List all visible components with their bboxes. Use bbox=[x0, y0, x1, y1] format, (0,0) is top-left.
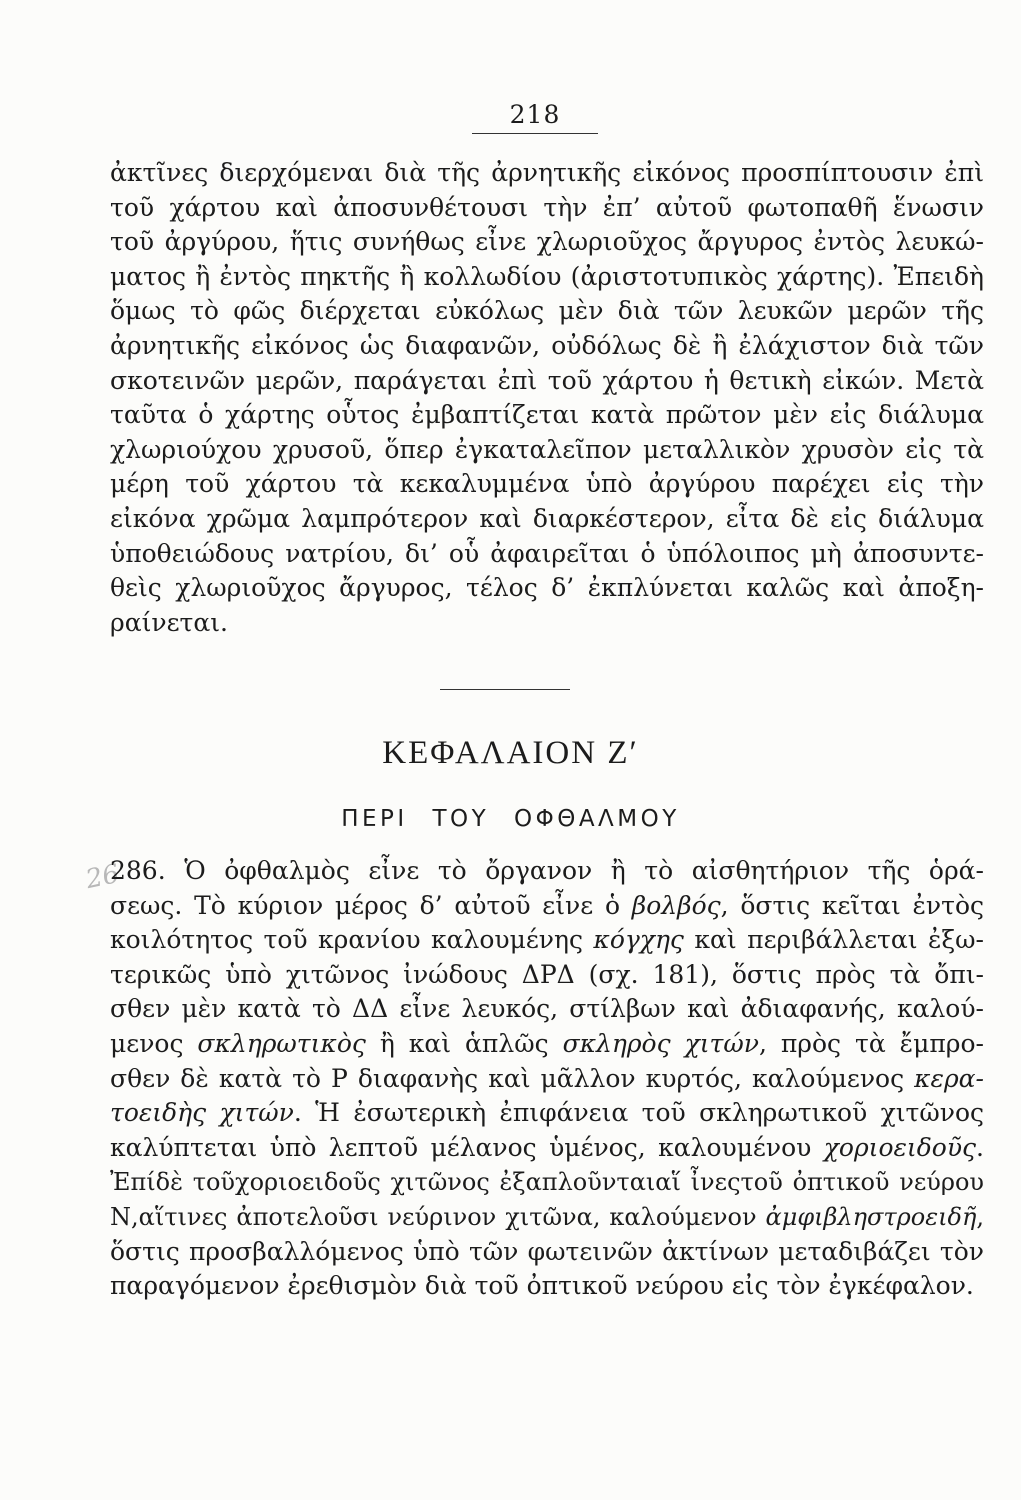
text-line: Ν,αἵτινες ἀποτελοῦσι νεύρινον χιτῶνα, καλούμενον ἀμφιβληστροειδῆ, bbox=[110, 1202, 984, 1231]
term-italic: κόγχης bbox=[593, 925, 684, 955]
text-segment: καλύπτεται ὑπὸ λεπτοῦ μέλανος ὑμένος, καλουμένου bbox=[110, 1132, 812, 1162]
term-italic: χοριοειδοῦς bbox=[823, 1132, 977, 1162]
text-line bbox=[110, 854, 984, 889]
text-line: θεὶς χλωριοῦχος ἄργυρος, τέλος δ’ ἐκπλύνεται καλῶς καὶ ἀποξη- bbox=[110, 573, 984, 603]
term-italic: τοειδὴς χιτών bbox=[110, 1098, 294, 1128]
text-segment: καὶ περιβάλλεται ἐξω- bbox=[683, 925, 985, 955]
margin-annotation: 26 bbox=[83, 858, 122, 896]
text-line: ἀρνητικῆς εἰκόνος ὡς διαφανῶν, οὐδόλως δὲ ἢ ἐλάχιστον διὰ τῶν bbox=[110, 330, 984, 360]
text-line: μέρη τοῦ χάρτου τὰ κεκαλυμμένα ὑπὸ ἀργύρου παρέχει εἰς τὴν bbox=[110, 469, 984, 499]
text-line bbox=[110, 1027, 984, 1062]
text-line bbox=[110, 958, 984, 993]
paragraph-photographic-printing bbox=[110, 156, 984, 640]
text-line: σκοτεινῶν μερῶν, παράγεται ἐπὶ τοῦ χάρτου ἡ θετικὴ εἰκών. Μετὰ bbox=[110, 365, 984, 395]
text-segment: . Ἡ ἐσωτερικὴ ἐπιφάνεια τοῦ σκληρωτικοῦ χιτῶνος bbox=[293, 1098, 984, 1128]
header-rule bbox=[472, 133, 598, 134]
paragraph-eye bbox=[110, 854, 984, 1304]
text-line bbox=[110, 1235, 984, 1270]
text-segment: , πρὸς τὰ ἔμπρο- bbox=[758, 1028, 984, 1058]
text-segment: σθεν μὲν κατὰ τὸ ΔΔ εἶνε λευκός, στίλβων καὶ ἀδιαφανής, καλού- bbox=[110, 994, 984, 1024]
term-italic: κερα- bbox=[914, 1063, 984, 1093]
text-line bbox=[110, 1096, 984, 1131]
text-segment: τερικῶς ὑπὸ χιτῶνος ἰνώδους ΔΡΔ (σχ. 181), ὅστις πρὸς τὰ ὄπι- bbox=[110, 959, 984, 989]
page-number: 218 bbox=[509, 100, 561, 129]
text-line: ματος ἢ ἐντὸς πηκτῆς ἢ κολλωδίου (ἀριστοτυπικὸς χάρτης). Ἐπειδὴ bbox=[110, 261, 984, 291]
text-segment: σεως. Τὸ κύριον μέρος δ’ αὐτοῦ εἶνε ὁ bbox=[110, 890, 621, 920]
text-line bbox=[110, 1165, 984, 1200]
text-segment: ἢ καὶ ἁπλῶς bbox=[365, 1028, 549, 1058]
section-divider bbox=[440, 689, 570, 690]
term-italic: σκληρὸς χιτών bbox=[562, 1028, 759, 1058]
text-segment: σθεν δὲ κατὰ τὸ Ρ διαφανὴς καὶ μᾶλλον κυρτός, καλούμενος bbox=[110, 1063, 905, 1093]
text-line: εἰκόνα χρῶμα λαμπρότερον καὶ διαρκέστερον, εἶτα δὲ εἰς διάλυμα bbox=[110, 503, 984, 533]
text-segment: Ν,αἵτινες ἀποτελοῦσι νεύρινον χιτῶνα, καλούμενον bbox=[110, 1202, 757, 1231]
text-line: ὑποθειώδους νατρίου, δι’ οὗ ἀφαιρεῖται ὁ ὑπόλοιπος μὴ ἀποσυντε- bbox=[110, 538, 984, 568]
term-italic: βολβός bbox=[631, 890, 721, 920]
text-segment: ὅστις προσβαλλόμενος ὑπὸ τῶν φωτεινῶν ἀκτίνων μεταδιβάζει τὸν bbox=[110, 1236, 984, 1266]
text-line bbox=[110, 1269, 984, 1304]
term-italic: σκληρωτικὸς bbox=[197, 1028, 366, 1058]
text-segment: παραγόμενον ἐρεθισμὸν διὰ τοῦ ὀπτικοῦ νεύρου εἰς τὸν ἐγκέφαλον. bbox=[110, 1271, 974, 1301]
text-segment: μενος bbox=[110, 1028, 184, 1058]
chapter-title: ΚΕΦΑΛΑΙΟΝ Ζ′ bbox=[382, 735, 639, 771]
text-line: τοῦ χάρτου καὶ ἀποσυνθέτουσι τὴν ἐπ’ αὐτοῦ φωτοπαθῆ ἕνωσιν bbox=[110, 192, 984, 222]
text-line: ταῦτα ὁ χάρτης οὗτος ἐμβαπτίζεται κατὰ πρῶτον μὲν εἰς διάλυμα bbox=[110, 400, 984, 430]
text-line: ὅμως τὸ φῶς διέρχεται εὐκόλως μὲν διὰ τῶν λευκῶν μερῶν τῆς bbox=[110, 296, 984, 326]
text-line: τοῦ ἀργύρου, ἥτις συνήθως εἶνε χλωριοῦχος ἄργυρος ἐντὸς λευκώ- bbox=[110, 227, 984, 257]
section-title: ΠΕΡΙ ΤΟΥ ΟΦΘΑΛΜΟΥ bbox=[341, 806, 680, 832]
text-line: ραίνεται. bbox=[110, 607, 228, 637]
text-segment: Ἐπίδὲ τοῦχοριοειδοῦς χιτῶνος ἐξαπλοῦνταιαἵ ἶνεςτοῦ ὀπτικοῦ νεύρου bbox=[110, 1168, 984, 1197]
text-line bbox=[110, 889, 984, 924]
text-segment: , ὅστις κεῖται ἐντὸς bbox=[720, 890, 984, 920]
text-line: χλωριούχου χρυσοῦ, ὅπερ ἐγκαταλεῖπον μεταλλικὸν χρυσὸν εἰς τὰ bbox=[110, 434, 984, 464]
text-line bbox=[110, 923, 984, 958]
text-line: καλύπτεται ὑπὸ λεπτοῦ μέλανος ὑμένος, καλουμένου χοριοειδοῦς. bbox=[110, 1132, 984, 1162]
text-line bbox=[110, 1062, 984, 1097]
term-italic: ἀμφιβληστροειδῆ bbox=[765, 1202, 977, 1231]
text-segment: 286. Ὁ ὀφθαλμὸς εἶνε τὸ ὄργανον ἢ τὸ αἰσθητήριον τῆς ὁρά- bbox=[110, 856, 984, 885]
text-segment: κοιλότητος τοῦ κρανίου καλουμένης bbox=[110, 925, 583, 955]
text-line: ἀκτῖνες διερχόμεναι διὰ τῆς ἀρνητικῆς εἰκόνος προσπίπτουσιν ἐπὶ bbox=[110, 158, 984, 187]
text-line bbox=[110, 992, 984, 1027]
